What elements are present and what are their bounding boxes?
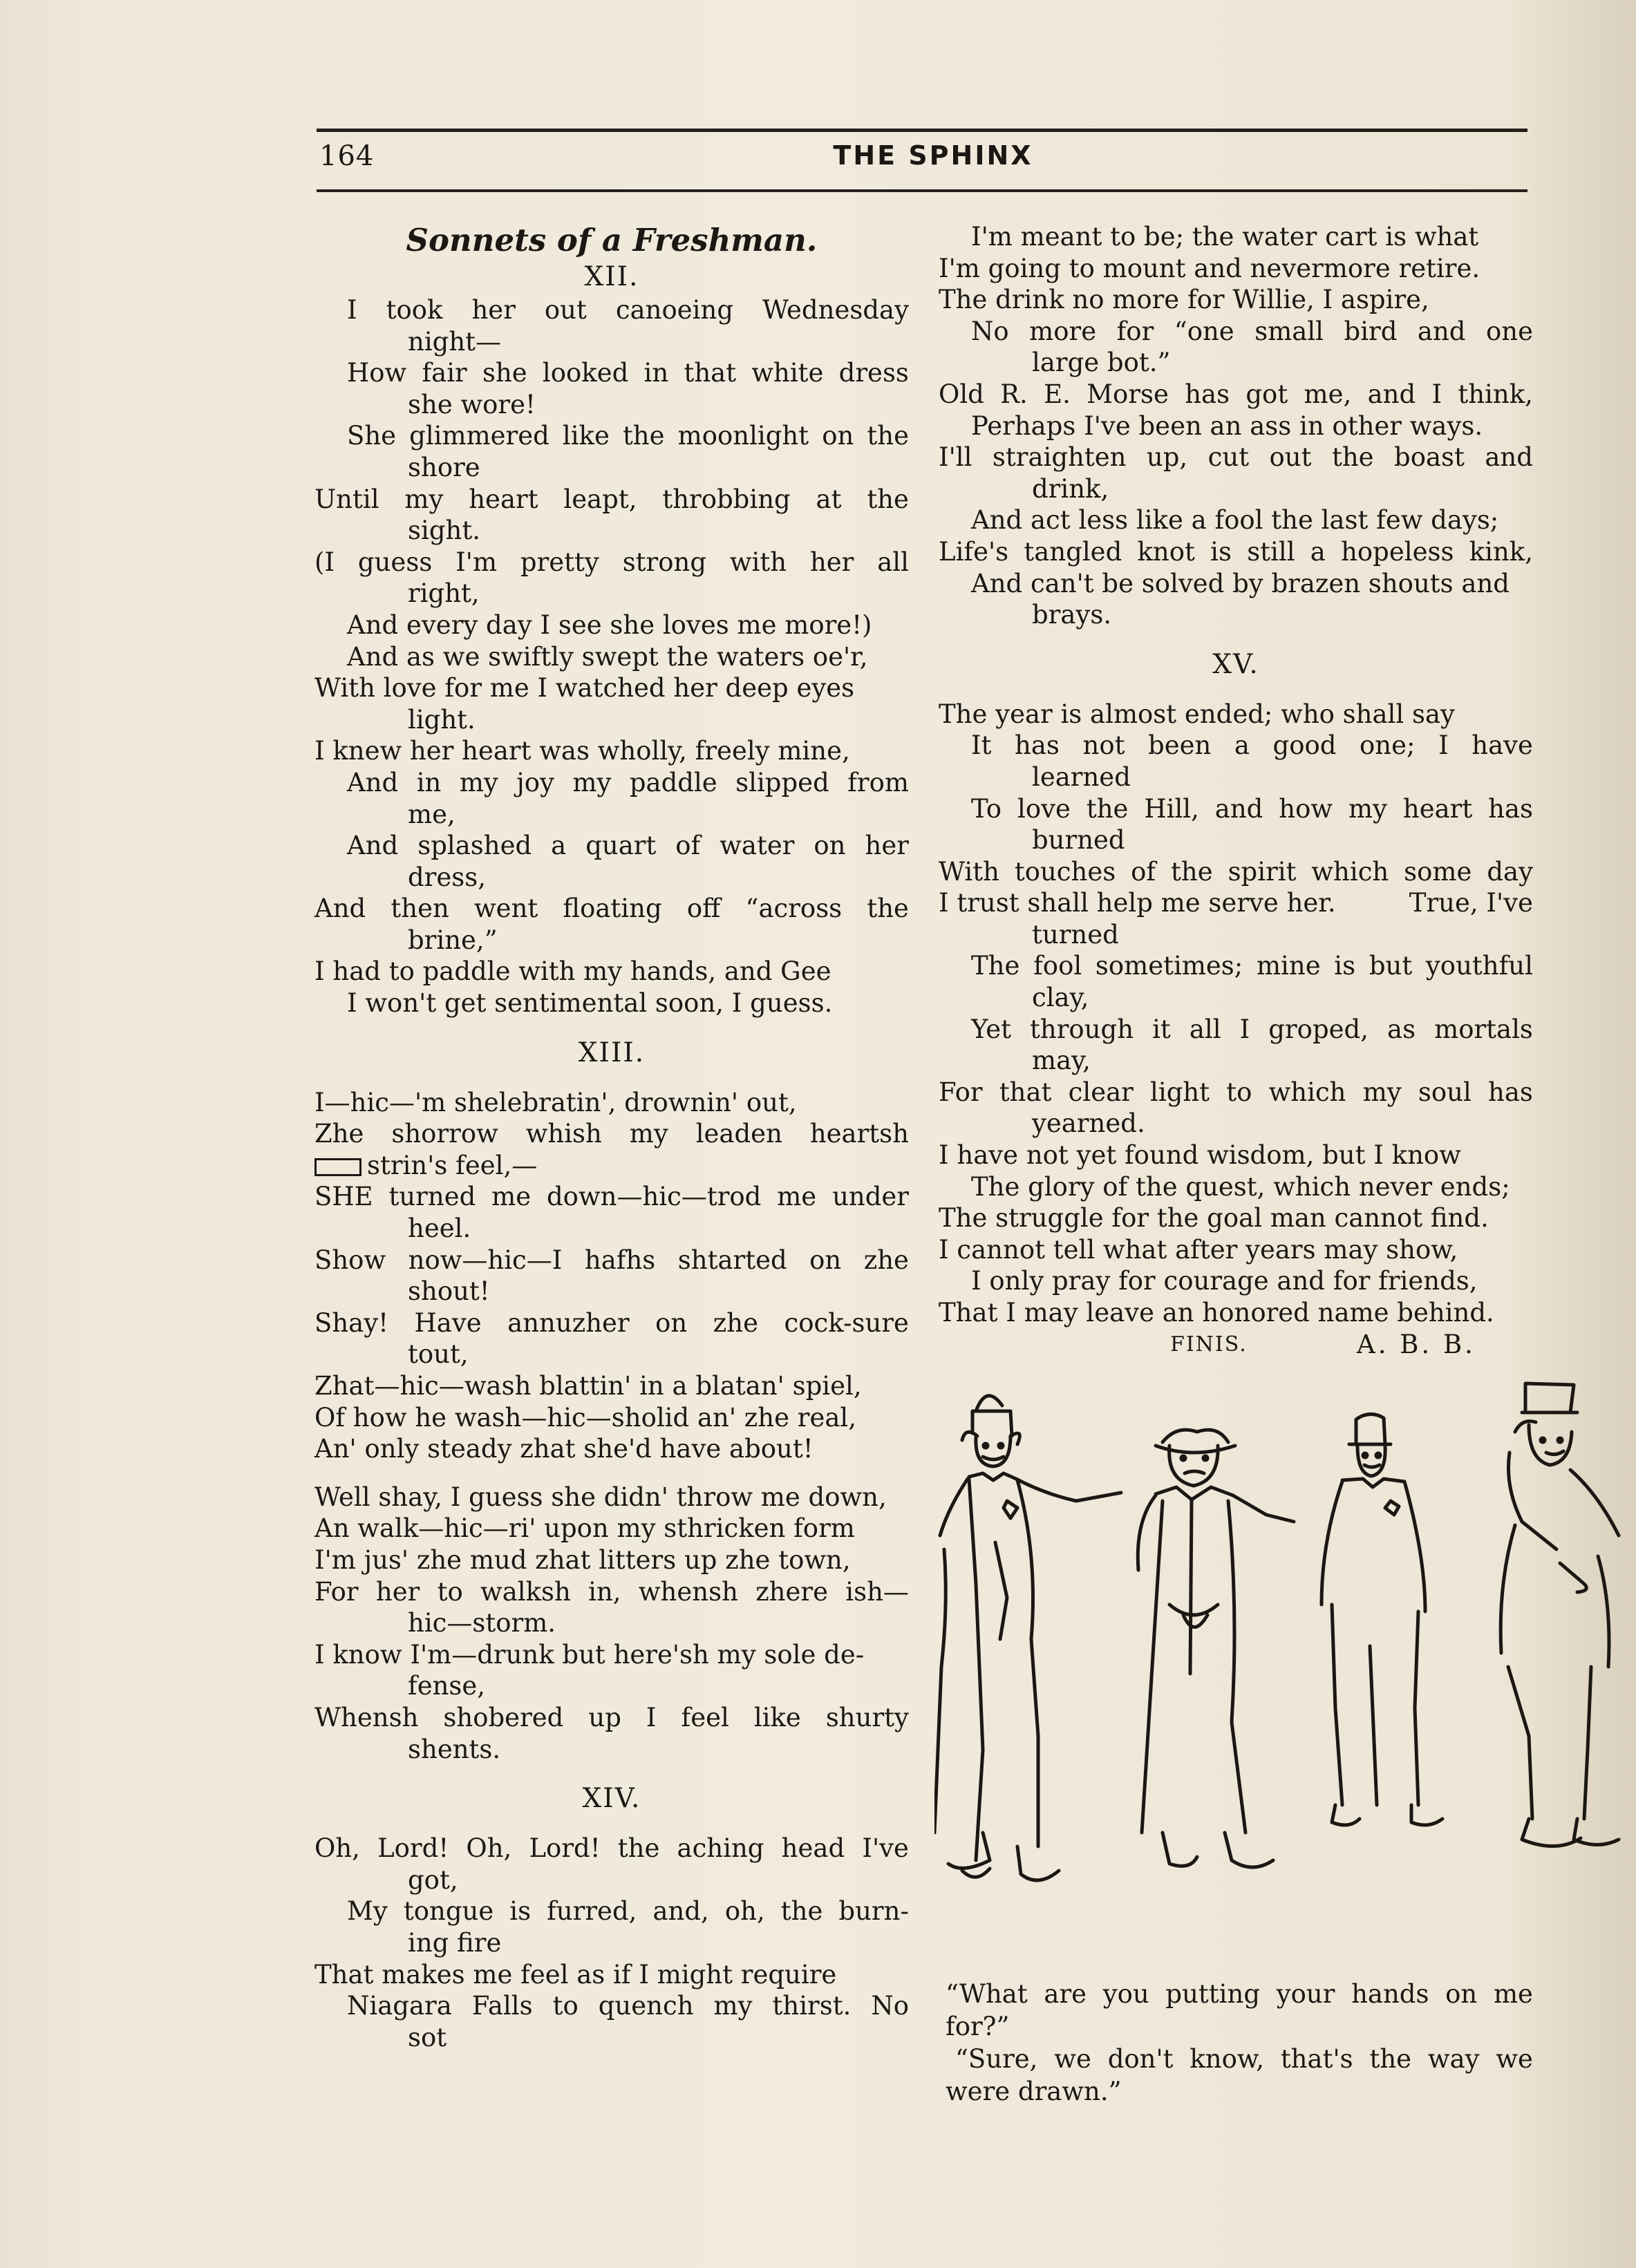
right-column: [939, 221, 1533, 1361]
poem-line: And in my joy my paddle slipped from: [347, 767, 909, 797]
poem-line: For that clear light to which my soul has: [939, 1077, 1533, 1107]
poem-line-text: strin's feel,—: [367, 1150, 538, 1180]
running-title: THE SPHINX: [833, 140, 1033, 171]
poem-line: Well shay, I guess she didn' throw me down,: [314, 1482, 887, 1512]
poem-line: she wore!: [408, 389, 536, 419]
poem-line: tout,: [408, 1339, 469, 1370]
cartoon-illustration: [934, 1377, 1636, 1964]
sonnet-heading-xv: XV.: [1212, 648, 1259, 680]
poem-line: And every day I see she loves me more!): [347, 609, 872, 640]
poem-line: I'm meant to be; the water cart is what: [971, 222, 1479, 252]
poem-line: I won't get sentimental soon, I guess.: [347, 988, 833, 1019]
poem-line: [314, 1150, 909, 1182]
author-initials: A. B. B.: [1357, 1329, 1476, 1359]
header-rule-bottom: [317, 189, 1527, 192]
poem-line: Zhe shorrow whish my leaden heartsh: [314, 1119, 909, 1149]
poem-line: How fair she looked in that white dress: [347, 358, 909, 388]
poem-line: I had to paddle with my hands, and Gee: [314, 956, 831, 987]
poem-line: yearned.: [1032, 1108, 1145, 1139]
printed-box-mark: [314, 1158, 361, 1176]
figure-one: [934, 1396, 1121, 1880]
caption-line: “Sure, we don't know, that's the way we: [955, 2044, 1533, 2074]
poem-line: The drink no more for Willie, I aspire,: [939, 285, 1429, 315]
poem-line: For her to walksh in, whensh zhere ish—: [314, 1576, 909, 1607]
poem-line: I'll straighten up, cut out the boast and: [939, 442, 1533, 473]
poem-line: No more for “one small bird and one: [971, 316, 1533, 346]
left-column: [314, 221, 909, 2053]
poem-line: The glory of the quest, which never ends;: [971, 1171, 1510, 1202]
figure-three: [1322, 1414, 1442, 1825]
poem-line: sot: [408, 2022, 447, 2052]
poem-line: And act less like a fool the last few days;: [971, 505, 1499, 536]
poem-line: It has not been a good one; I have: [971, 730, 1533, 761]
poem-line: The fool sometimes; mine is but youthful: [971, 951, 1533, 981]
poem-line: And can't be solved by brazen shouts and: [971, 568, 1510, 598]
poem-line: That I may leave an honored name behind.: [939, 1298, 1494, 1327]
poem-line: I have not yet found wisdom, but I know: [939, 1140, 1461, 1171]
poem-line: I knew her heart was wholly, freely mine,: [314, 736, 850, 766]
poem-line: An walk—hic—ri' upon my sthricken form: [314, 1513, 855, 1544]
poem-line: fense,: [408, 1671, 486, 1701]
poem-title: Sonnets of a Freshman.: [406, 222, 818, 258]
poem-line: With love for me I watched her deep eyes: [314, 673, 855, 703]
finis-mark: FINIS.: [1170, 1332, 1248, 1357]
poem-line: drink,: [1032, 473, 1109, 504]
poem-line: My tongue is furred, and, oh, the burn-: [347, 1896, 909, 1927]
poem-line: brays.: [1032, 600, 1112, 630]
poem-line: ing fire: [408, 1927, 502, 1958]
poem-line: Perhaps I've been an ass in other ways.: [971, 410, 1483, 441]
poem-line: I—hic—'m shelebratin', drownin' out,: [314, 1087, 797, 1117]
poem-line: I cannot tell what after years may show,: [939, 1234, 1458, 1265]
caption-line: were drawn.”: [946, 2077, 1122, 2106]
poem-line: With touches of the spirit which some day: [939, 856, 1533, 887]
poem-line: heel.: [408, 1213, 471, 1244]
poem-line: An' only steady zhat she'd have about!: [314, 1434, 814, 1464]
sonnet-xiv-part1: [314, 1833, 909, 2053]
poem-line: Of how he wash—hic—sholid an' zhe real,: [314, 1402, 856, 1433]
caption-line: for?”: [946, 2012, 1010, 2041]
poem-line: Whensh shobered up I feel like shurty: [314, 1702, 909, 1732]
poem-line: Zhat—hic—wash blattin' in a blatan' spiel,: [314, 1371, 862, 1401]
poem-line-text: I trust shall help me serve her.: [939, 888, 1336, 918]
page-number: 164: [319, 140, 375, 172]
sonnet-heading-xiv: XIV.: [582, 1783, 641, 1815]
sonnet-xiii: [314, 1087, 909, 1765]
poem-line: sight.: [408, 516, 480, 546]
poem-line: turned: [1032, 919, 1119, 949]
poem-line: To love the Hill, and how my heart has: [971, 793, 1533, 824]
poem-line: learned: [1032, 762, 1131, 792]
poem-line: The struggle for the goal man cannot find.: [939, 1203, 1489, 1234]
poem-line: Until my heart leapt, throbbing at the: [314, 484, 909, 514]
poem-line: clay,: [1032, 983, 1089, 1013]
poem-line: I only pray for courage and for friends,: [971, 1266, 1478, 1296]
poem-line: And then went floating off “across the: [314, 894, 909, 924]
poem-line: brine,”: [408, 925, 498, 955]
poem-line: light.: [408, 704, 476, 735]
poem-line: She glimmered like the moonlight on the: [347, 421, 909, 451]
poem-line: night—: [408, 326, 502, 357]
poem-line: dress,: [408, 862, 487, 892]
sonnet-xv: [939, 699, 1533, 1329]
poem-line: Old R. E. Morse has got me, and I think,: [939, 379, 1533, 409]
poem-line-text: True, I've: [1409, 888, 1533, 918]
poem-line: Oh, Lord! Oh, Lord! the aching head I've: [314, 1833, 909, 1864]
poem-line: shore: [408, 452, 480, 482]
poem-line: hic—storm.: [408, 1608, 556, 1638]
poem-line: I'm going to mount and nevermore retire.: [939, 253, 1480, 283]
poem-line: shents.: [408, 1734, 501, 1764]
poem-line: may,: [1032, 1046, 1091, 1076]
poem-line: got,: [408, 1864, 458, 1895]
caption-line: “What are you putting your hands on me: [946, 1979, 1533, 2009]
poem-line: shout!: [408, 1276, 490, 1307]
signature-line: [939, 1329, 1533, 1361]
poem-line: large bot.”: [1032, 348, 1171, 378]
poem-line: That makes me feel as if I might require: [314, 1959, 837, 1990]
poem-line: I took her out canoeing Wednesday: [347, 295, 909, 325]
poem-line: I know I'm—drunk but here'sh my sole de-: [314, 1639, 865, 1670]
cartoon-caption: [946, 1978, 1533, 2108]
poem-line: Shay! Have annuzher on zhe cock-sure: [314, 1307, 909, 1338]
poem-line: Niagara Falls to quench my thirst. No: [347, 1991, 909, 2021]
poem-line: [939, 887, 1533, 919]
poem-line: The year is almost ended; who shall say: [939, 699, 1455, 729]
poem-line: Life's tangled knot is still a hopeless kink,: [939, 536, 1533, 567]
header-rule-top: [317, 129, 1527, 132]
poem-line: And as we swiftly swept the waters oe'r,: [347, 641, 868, 672]
sonnet-heading-xiii: XIII.: [578, 1037, 646, 1068]
poem-line: burned: [1032, 825, 1125, 856]
poem-line: right,: [408, 578, 480, 609]
poem-line: And splashed a quart of water on her: [347, 831, 909, 861]
figure-two: [1138, 1430, 1294, 1867]
sonnet-xiv-part2: [939, 221, 1533, 631]
poem-line: Yet through it all I groped, as mortals: [971, 1014, 1533, 1044]
poem-line: I'm jus' zhe mud zhat litters up zhe town,: [314, 1544, 851, 1575]
sonnet-xii: [314, 294, 909, 1019]
poem-line: me,: [408, 799, 455, 829]
poem-line: (I guess I'm pretty strong with her all: [314, 547, 909, 577]
sonnet-heading-xii: XII.: [584, 261, 639, 292]
poem-line: SHE turned me down—hic—trod me under: [314, 1182, 909, 1212]
figure-four: [1501, 1383, 1619, 1846]
poem-line: Show now—hic—I hafhs shtarted on zhe: [314, 1245, 909, 1275]
